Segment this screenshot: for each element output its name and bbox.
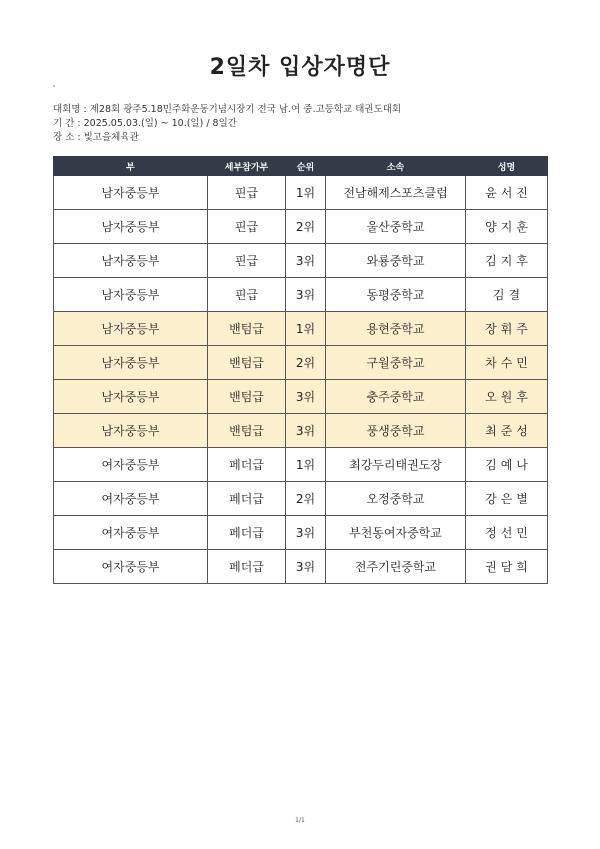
- rank-cell: 3위: [286, 278, 326, 312]
- stray-mark: ': [53, 84, 56, 93]
- division-cell: 여자중등부: [54, 482, 208, 516]
- rank-cell: 3위: [286, 414, 326, 448]
- division-cell: 여자중등부: [54, 550, 208, 584]
- name-cell: 강은별: [466, 482, 548, 516]
- event-cell: 밴텀급: [208, 346, 286, 380]
- team-cell: 전주기린중학교: [326, 550, 466, 584]
- header-division: 부: [54, 157, 208, 176]
- rank-cell: 3위: [286, 244, 326, 278]
- table-row: [54, 516, 548, 550]
- rank-cell: 3위: [286, 516, 326, 550]
- table-header: [54, 157, 548, 176]
- division-cell: 남자중등부: [54, 210, 208, 244]
- page-number: 1/1: [295, 817, 305, 824]
- rank-cell: 2위: [286, 346, 326, 380]
- rank-cell: 1위: [286, 448, 326, 482]
- name-cell: 오원후: [466, 380, 548, 414]
- event-name-line: 대회명 : 제28회 광주5.18민주화운동기념시장기 전국 남.여 중.고등학교 태권도대회: [53, 104, 402, 115]
- team-cell: 풍생중학교: [326, 414, 466, 448]
- rank-cell: 3위: [286, 550, 326, 584]
- page-title: 2일차 입상자명단: [209, 55, 391, 80]
- event-cell: 핀급: [208, 278, 286, 312]
- table-row: [54, 278, 548, 312]
- division-cell: 남자중등부: [54, 346, 208, 380]
- name-cell: 장휘주: [466, 312, 548, 346]
- event-cell: 밴텀급: [208, 414, 286, 448]
- team-cell: 부천동여자중학교: [326, 516, 466, 550]
- results-table: [53, 156, 548, 584]
- team-cell: 구월중학교: [326, 346, 466, 380]
- division-cell: 남자중등부: [54, 244, 208, 278]
- event-period-line: 기 간 : 2025.05.03.(일) ~ 10.(일) / 8일간: [53, 118, 237, 129]
- team-cell: 최강두리태권도장: [326, 448, 466, 482]
- event-venue-line: 장 소 : 빛고을체육관: [53, 132, 139, 143]
- event-cell: 밴텀급: [208, 380, 286, 414]
- table-row: [54, 176, 548, 210]
- event-cell: 밴텀급: [208, 312, 286, 346]
- rank-cell: 2위: [286, 482, 326, 516]
- team-cell: 오정중학교: [326, 482, 466, 516]
- name-cell: 김예나: [466, 448, 548, 482]
- team-cell: 용현중학교: [326, 312, 466, 346]
- name-cell: 권담희: [466, 550, 548, 584]
- header-rank: 순위: [286, 157, 326, 176]
- table-row: [54, 448, 548, 482]
- event-cell: 페더급: [208, 516, 286, 550]
- table-row: [54, 244, 548, 278]
- team-cell: 와룡중학교: [326, 244, 466, 278]
- team-cell: 울산중학교: [326, 210, 466, 244]
- name-cell: 차수민: [466, 346, 548, 380]
- event-cell: 핀급: [208, 244, 286, 278]
- team-cell: 전남해제스포츠클럽: [326, 176, 466, 210]
- name-cell: 윤서진: [466, 176, 548, 210]
- division-cell: 여자중등부: [54, 516, 208, 550]
- header-event: 세부참가부: [208, 157, 286, 176]
- table-row: [54, 550, 548, 584]
- name-cell: 정선민: [466, 516, 548, 550]
- team-cell: 동평중학교: [326, 278, 466, 312]
- rank-cell: 1위: [286, 312, 326, 346]
- event-cell: 핀급: [208, 210, 286, 244]
- table-row: [54, 312, 548, 346]
- name-cell: 김결: [466, 278, 548, 312]
- division-cell: 남자중등부: [54, 414, 208, 448]
- event-info: [53, 103, 401, 145]
- name-cell: 최준성: [466, 414, 548, 448]
- event-cell: 페더급: [208, 482, 286, 516]
- rank-cell: 1위: [286, 176, 326, 210]
- header-team: 소속: [326, 157, 466, 176]
- name-cell: 김지후: [466, 244, 548, 278]
- event-cell: 페더급: [208, 550, 286, 584]
- team-cell: 충주중학교: [326, 380, 466, 414]
- table-row: [54, 414, 548, 448]
- name-cell: 양지훈: [466, 210, 548, 244]
- rank-cell: 3위: [286, 380, 326, 414]
- rank-cell: 2위: [286, 210, 326, 244]
- table-row: [54, 210, 548, 244]
- header-name: 성명: [466, 157, 548, 176]
- division-cell: 남자중등부: [54, 312, 208, 346]
- division-cell: 남자중등부: [54, 278, 208, 312]
- division-cell: 남자중등부: [54, 176, 208, 210]
- event-cell: 핀급: [208, 176, 286, 210]
- header-row: [54, 157, 548, 176]
- table-row: [54, 346, 548, 380]
- division-cell: 여자중등부: [54, 448, 208, 482]
- table-row: [54, 380, 548, 414]
- event-cell: 페더급: [208, 448, 286, 482]
- table-body: [54, 176, 548, 584]
- table-row: [54, 482, 548, 516]
- division-cell: 남자중등부: [54, 380, 208, 414]
